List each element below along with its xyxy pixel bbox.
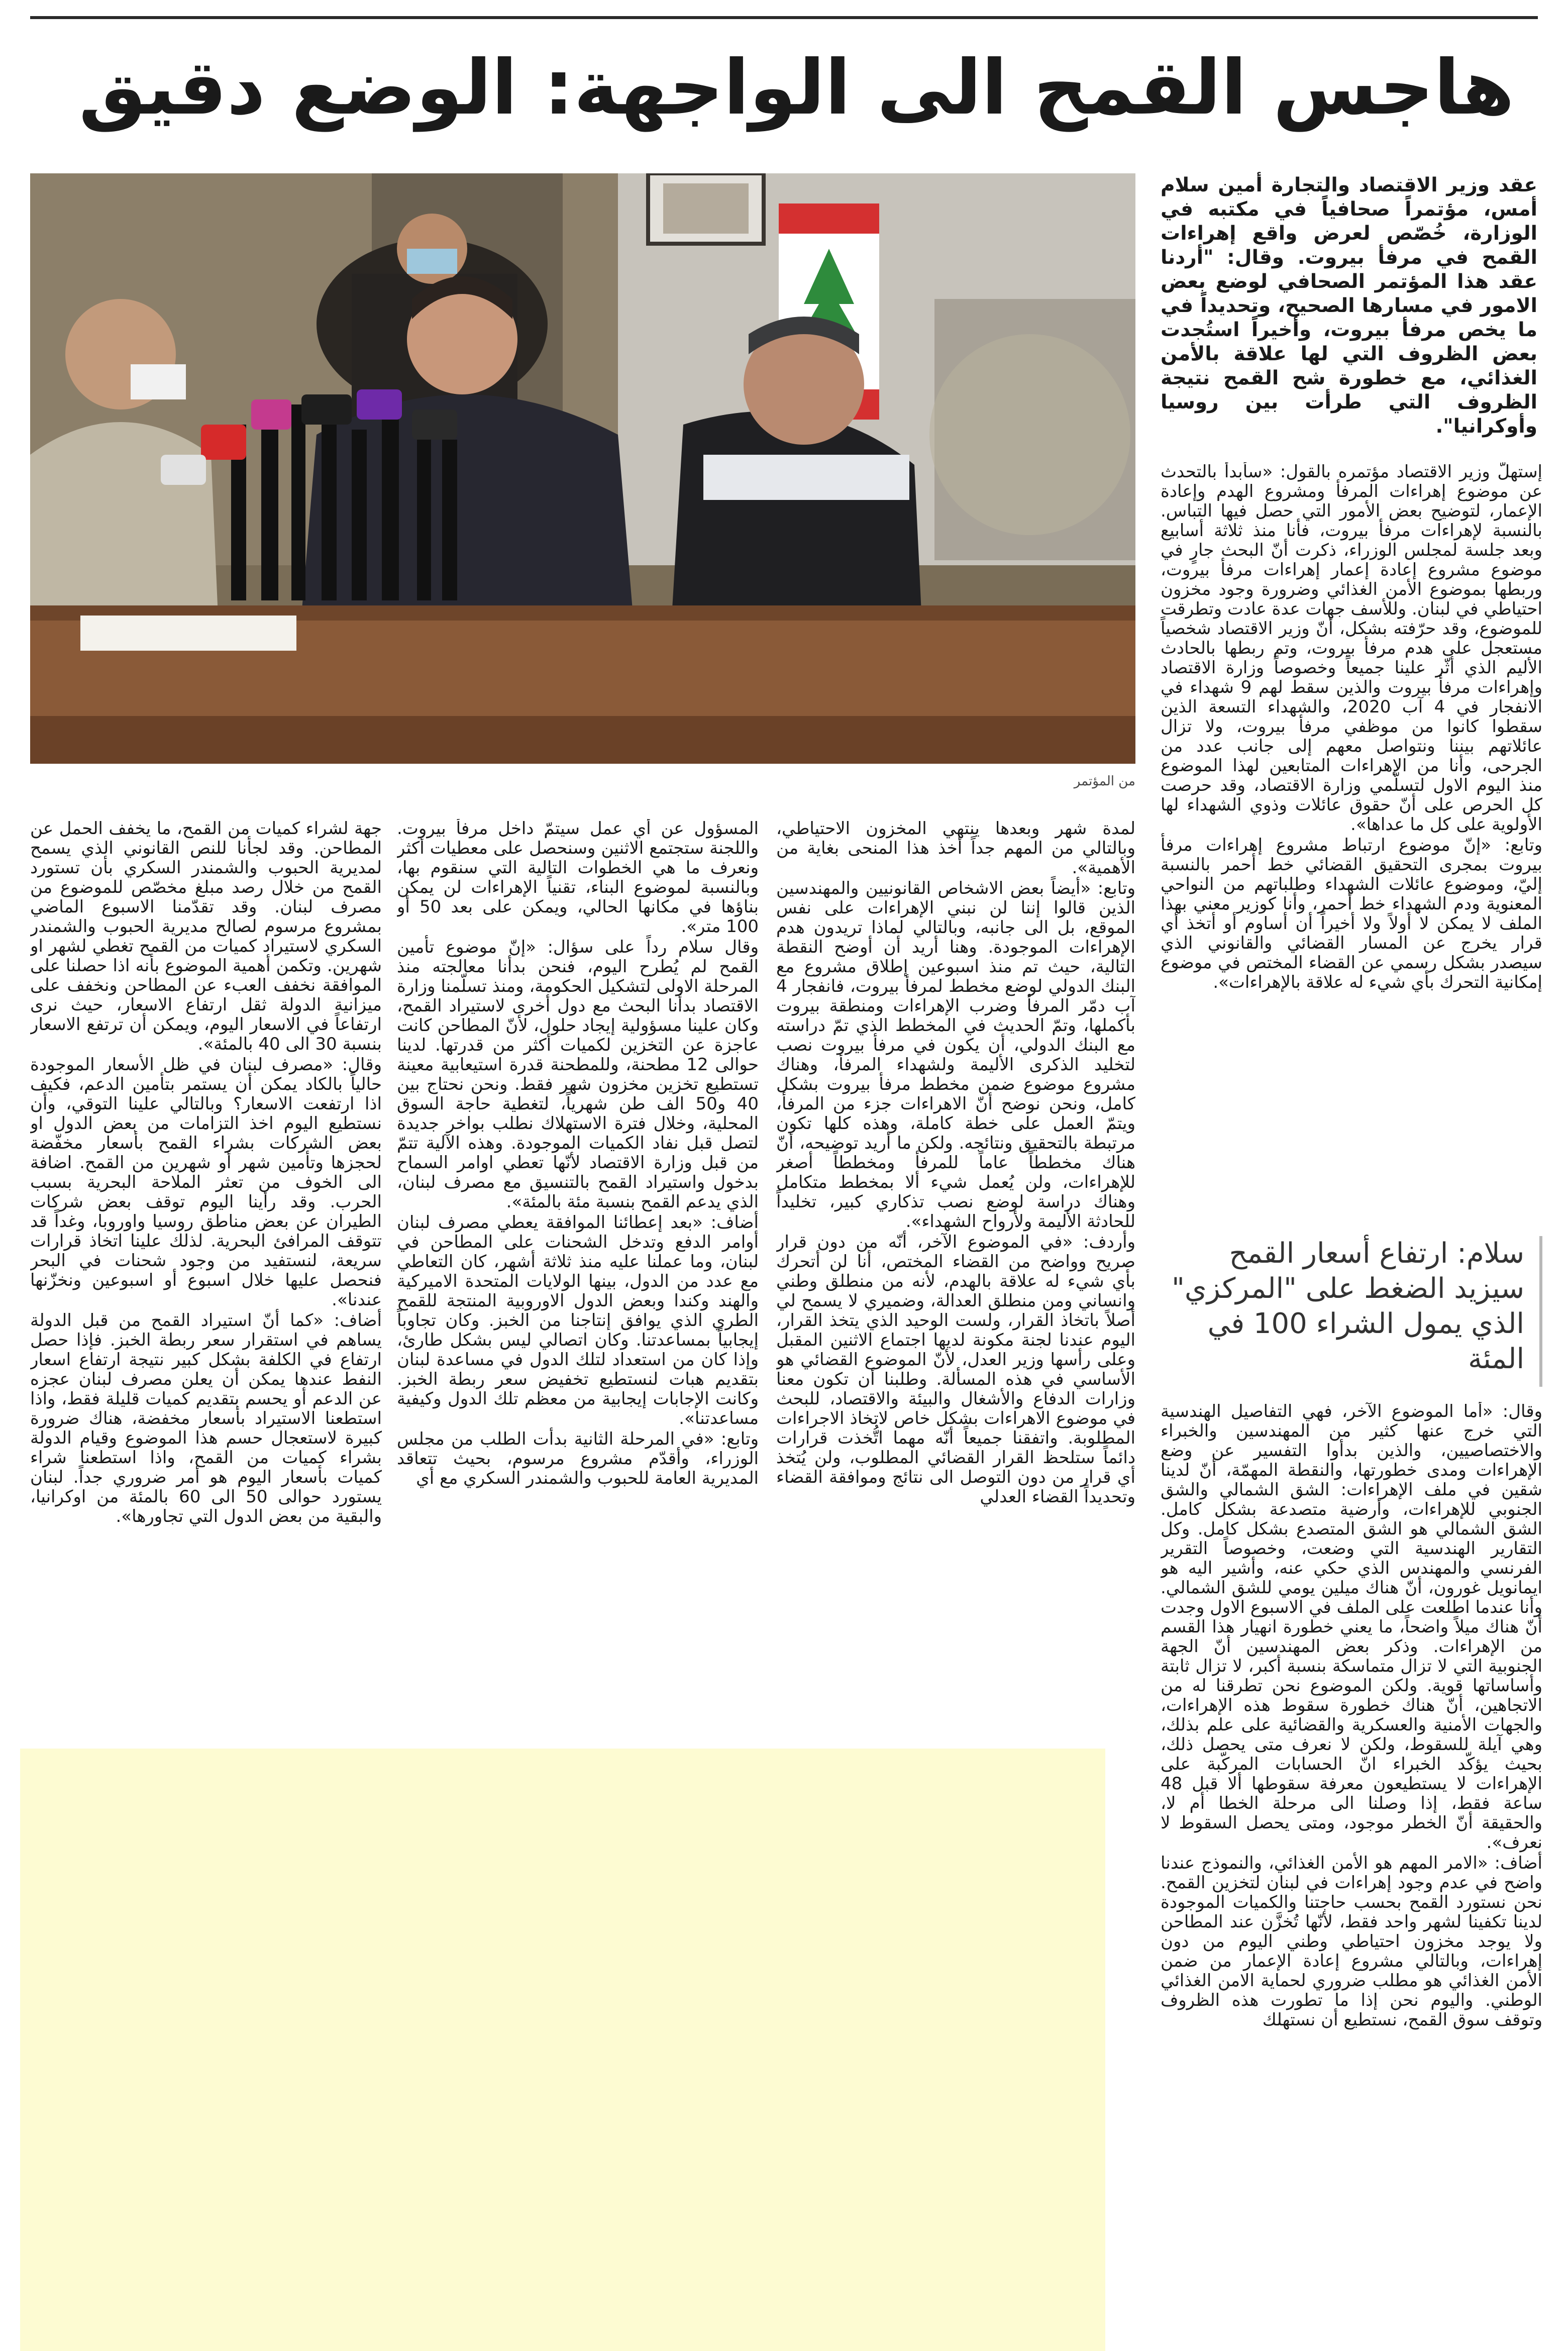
- column-right-top: [1161, 462, 1542, 1239]
- paragraph: وتابع: «إنّ موضوع ارتباط مشروع إهراءات مرفأ بيروت بمجرى التحقيق القضائي خط أحمر بالنسبة إليّ، وموضوع عائلات الشهداء وطلباتهم من النواحي المعنوية ودم الشهداء خط أحمر، وأنا كوزير معني بهذا الملف لا يمكن لا أولاً ولا أخيراً أن أساوم أو أتخذ أي قرار يخرج عن المسار القضائي والقانوني الذي سيصدر بشكل رسمي عن القضاء المختص في موضوع إمكانية التحرك بأي شيء له علاقة بالإهراءات».: [1161, 835, 1542, 992]
- paragraph: وأردف: «في الموضوع الآخر، أنّه من دون قرار صريح وواضح من القضاء المختص، أنا لن أتحرك بأي شيء له علاقة بالهدم، لأنه من منطلق وطني وانساني ومن منطلق العدالة، وضميري لا يسمح لي أصلاً باتخاذ القرار، ولست الوحيد الذي يتخذ القرار، اليوم عندنا لجنة مكونة لديها اجتماع الاثنين المقبل وعلى رأسها وزير العدل، لأنّ الموضوع القضائي هو الأساسي في هذه المسألة. وطلبنا أن تكون معنا وزارات الدفاع والأشغال والبيئة والاقتصاد، للبحث في موضوع الاهراءات بشكل خاص لاتخاذ الاجراءات المطلوبة. واتفقنا جميعاً أنّه مهما اتُّخذت قرارات دائماً ستلحظ القرار القضائي المطلوب، ولن يُتخذ أي قرار من دون التوصل الى نتائج وموافقة القضاء وتحديداً القضاء العدلي: [776, 1232, 1135, 1507]
- paragraph: المسؤول عن أي عمل سيتمّ داخل مرفأ بيروت. واللجنة ستجتمع الاثنين وسنحصل على معطيات أكثر ونعرف ما هي الخطوات التالية التي سنقوم بها، وبالنسبة لموضوع البناء، تقنياً الإهراءات لن يمكن بناؤها في مكانها الحالي، ويمكن على بعد 50 أو 100 متر».: [397, 819, 759, 937]
- article-lead: عقد وزير الاقتصاد والتجارة أمين سلام أمس، مؤتمراً صحافياً في مكتبه في الوزارة، خُصّص لعرض واقع إهراءات القمح في مرفأ بيروت. وقال: "أردنا عقد هذا المؤتمر الصحافي لوضع بعض الامور في مسارها الصحيح، وتحديداً في ما يخص مرفأ بيروت، وأخيراً استُجدت بعض الظروف التي لها علاقة بالأمن الغذائي، مع خطورة شح القمح نتيجة الظروف التي طرأت بين روسيا وأوكرانيا".: [1161, 174, 1537, 438]
- paragraph: وقال: «مصرف لبنان في ظل الأسعار الموجودة حالياً بالكاد يمكن أن يستمر بتأمين الدعم، فكيف اذا ارتفعت الاسعار؟ وبالتالي علينا التوقي، وأن نستطيع اليوم اخذ التزامات من بعض الدول او بعض الشركات بشراء القمح بأسعار مخفّضة لحجزها وتأمين شهر أو شهرين من القمح. اضافة الى الخوف من تعثر الملاحة البحرية بسبب الحرب. وقد رأينا اليوم توقف بعض شركات الطيران عن بعض مناطق روسيا واوروبا، وغداً قد تتوقف المرافئ البحرية. لذلك علينا اتخاذ قرارات سريعة، لنستفيد من وجود شحنات في البحر فنحصل عليها خلال اسبوع أو اسبوعين ونخزّنها عندنا».: [30, 1055, 382, 1310]
- paragraph: وقال سلام رداً على سؤال: «إنّ موضوع تأمين القمح لم يُطرح اليوم، فنحن بدأنا معالجته منذ المرحلة الاولى لتشكيل الحكومة، ومنذ تسلّمنا وزارة الاقتصاد بدأنا البحث مع دول أخرى لاستيراد القمح، وكان علينا مسؤولية إيجاد حلول، لأنّ المطاحن كانت عاجزة عن التخزين لكميات أكثر من قدرتها. لدينا حوالى 12 مطحنة، وللمطحنة قدرة استيعابية معينة تستطيع تخزين مخزون شهر فقط. ونحن نحتاج بين 40 و50 الف طن شهرياً، لتغطية حاجة السوق المحلية، وخلال فترة الاستهلاك نطلب بواخر جديدة لتصل قبل نفاد الكميات الموجودة. وهذه الآلية تتمّ من قبل وزارة الاقتصاد لأنّها تعطي اوامر السماح بدخول واستيراد القمح بالتنسيق مع مصرف لبنان، الذي يدعم القمح بنسبة مئة بالمئة».: [397, 937, 759, 1212]
- photo-caption: من المؤتمر: [1074, 774, 1135, 789]
- top-rule: [30, 16, 1538, 19]
- paragraph: وتابع: «في المرحلة الثانية بدأت الطلب من مجلس الوزراء، وأقدّم مشروع مرسوم، بحيث تتعاقد المديرية العامة للحبوب والشمندر السكري مع أي: [397, 1429, 759, 1488]
- column-4: [30, 819, 382, 1744]
- paragraph: جهة لشراء كميات من القمح، ما يخفف الحمل عن المطاحن. وقد لجأنا للنص القانوني الذي يسمح لمديرية الحبوب والشمندر السكري بأن تستورد القمح من خلال رصد مبلغ مخصّص للموضوع من مصرف لبنان. وقد تقدّمنا الاسبوع الماضي بمشروع مرسوم لصالح مديرية الحبوب والشمندر السكري لاستيراد كميات من القمح تغطي لشهر او شهرين. وتكمن أهمية الموضوع بأنه اذا حصلنا على الموافقة نخفف العبء عن المطاحن ونخفف على ميزانية الدولة ثقل ارتفاع الاسعار، حيث نرى ارتفاعاً في الاسعار اليوم، ويمكن أن ترتفع الاسعار بنسبة 30 الى 40 بالمئة».: [30, 819, 382, 1054]
- headline: هاجس القمح الى الواجهة: الوضع دقيق: [78, 44, 1515, 132]
- column-2: [776, 819, 1135, 1744]
- paragraph: أضاف: «الامر المهم هو الأمن الغذائي، والنموذج عندنا واضح في عدم وجود إهراءات في لبنان لتخزين القمح. نحن نستورد القمح بحسب حاجتنا والكميات الموجودة لدينا تكفينا لشهر واحد فقط، لأنّها تُخزَّن عند المطاحن ولا يوجد مخزون احتياطي وطني اليوم من دون إهراءات، وبالتالي مشروع إعادة الإعمار من ضمن الأمن الغذائي هو مطلب ضروري لحماية الامن الغذائي الوطني. واليوم نحن إذا ما تطورت هذه الظروف وتوقف سوق القمح، نستطيع أن نستهلك: [1161, 1853, 1542, 2030]
- press-conference-photo: [30, 173, 1135, 764]
- paragraph: وتابع: «أيضاً بعض الاشخاص القانونيين والمهندسين الذين قالوا إننا لن نبني الإهراءات على نفس الموقع، بل الى جانبه، وبالتالي لماذا تريدون هدم الإهراءات الموجودة. وهنا أريد أن أوضح النقطة التالية، حيث تم منذ اسبوعين إطلاق مشروع مع البنك الدولي لوضع مخطط لمرفأ بيروت، فانفجار 4 آب دمّر المرفأ وضرب الإهراءات ومنطقة بيروت بأكملها، وتمّ الحديث في المخطط الذي تمّ دراسته مع البنك الدولي، أن يكون في مرفأ بيروت نصب لتخليد الذكرى الأليمة ولشهداء المرفأ، وهناك مشروع موضوع ضمن مخطط مرفأ بيروت بشكل كامل، ونحن نوضح أنّ الاهراءات جزء من المرفأ، ويتمّ العمل على خطة كاملة، وهذه كلها تكون مرتبطة بالتحقيق ونتائجه. ولكن ما أريد توضيحه، أنّ هناك مخططاً عاماً للمرفأ ومخططاً أصغر للإهراءات، ولن يُعمل شيء ألا بمخطط متكامل وهناك دراسة لوضع نصب تذكاري كبير، تخليداً للحادثة الأليمة ولأرواح الشهداء».: [776, 878, 1135, 1232]
- paragraph: أضاف: «بعد إعطائنا الموافقة يعطي مصرف لبنان أوامر الدفع وتدخل الشحنات على المطاحن في لبنان، وما عملنا عليه منذ ثلاثة أشهر، كان التعاطي مع عدد من الدول، بينها الولايات المتحدة الاميركية والهند وكندا وبعض الدول الاوروبية المنتجة للقمح الطري الذي يوافق إنتاجنا من الخبز. وكان تجاوباً إيجابياً بمساعدتنا. وكان اتصالي ليس بشكل طارئ، وإذا كان من استعداد لتلك الدول في مساعدة لبنان بتقديم هبات لنستطيع تخفيض سعر ربطة الخبز. وكانت الإجابات إيجابية من معظم تلك الدول وكيفية مساعدتنا».: [397, 1212, 759, 1428]
- paragraph: إستهلّ وزير الاقتصاد مؤتمره بالقول: «سأبدأ بالتحدث عن موضوع إهراءات المرفأ ومشروع الهدم وإعادة الإعمار، لتوضيح بعض الأمور التي حصل فيها التباس. بالنسبة لإهراءات مرفأ بيروت، فأنا منذ ثلاثة أسابيع وبعد جلسة لمجلس الوزراء، ذكرت أنّ البحث جارٍ في موضوع مشروع إعادة إعمار إهراءات مرفأ بيروت، وربطها بموضوع الأمن الغذائي وضرورة وجود مخزون احتياطي في لبنان. وللأسف جهات عدة عادت وتطرقت للموضوع، وقد حرّفته بشكل، أنّ وزير الاقتصاد شخصياً مستعجل على هدم مرفأ بيروت، وتم ربطها بالحادث الأليم الذي أثّر علينا جميعاً وخصوصاً وزارة الاقتصاد وإهراءات مرفأ بيروت والذين سقط لهم 9 شهداء في الانفجار في 4 آب 2020، والشهداء التسعة الذين سقطوا كانوا من موظفي مرفأ بيروت، ولا تزال عائلاتهم بيننا ونتواصل معهم إلى جانب عدد من الجرحى، وأنا من الإهراءات المتابعين لهذا الموضوع منذ اليوم الاول لتسلّمي وزارة الاقتصاد، وقد حرصت كل الحرص على أنّ حقوق عائلات وذوي الشهداء لها الأولوية على كل ما عداها».: [1161, 462, 1542, 835]
- pull-quote: سلام: ارتفاع أسعار القمح سيزيد الضغط على "المركزي" الذي يمول الشراء 100 في المئة: [1161, 1236, 1542, 1387]
- paragraph: أضاف: «كما أنّ استيراد القمح من قبل الدولة يساهم في استقرار سعر ربطة الخبز. فإذا حصل ارتفاع في الكلفة بشكل كبير نتيجة ارتفاع اسعار النفط عندها يمكن أن يعلن مصرف لبنان عجزه عن الدعم أو يحسم بتقديم كميات قليلة فقط، واذا استطعنا الاستيراد بأسعار مخفضة، هناك ضرورة كبيرة لاستعجال حسم هذا الموضوع وقيام الدولة بشراء كميات من القمح، واذا استطعنا شراء كميات بأسعار اليوم هو أمر ضروري جداً. لبنان يستورد حوالى 50 الى 60 بالمئة من اوكرانيا، والبقية من بعض الدول التي تجاورها».: [30, 1310, 382, 1526]
- column-right-bottom: [1161, 1402, 1542, 2334]
- column-3: [397, 819, 759, 1744]
- paragraph: وقال: «أما الموضوع الآخر، فهي التفاصيل الهندسية التي خرج عنها كثير من المهندسين والخبراء والاختصاصيين، والذين بدأوا التفسير عن وضع الإهراءات ومدى خطورتها، والنقطة المهمّة، أنّ لدينا شقين في ملف الإهراءات: الشق الشمالي والشق الجنوبي للإهراءات، وأرضية متصدعة بشكل كامل. الشق الشمالي هو الشق المتصدع بشكل كامل. وكل التقارير الهندسية التي وضعت، وخصوصاً التقرير الفرنسي والمهندس الذي حكي عنه، وأشير اليه هو ايمانويل غورون، أنّ هناك ميلين يومي للشق الشمالي. وأنا عندما اطلعت على الملف في الاسبوع الاول وجدت أنّ هناك ميلاً واضحاً، ما يعني خطورة انهيار هذا القسم من الإهراءات. وذكر بعض المهندسين أنّ الجهة الجنوبية التي لا تزال متماسكة بنسبة أكبر، لا تزال ثابتة وأساساتها قوية. ولكن الموضوع نحن تطرقنا له من الاتجاهين، أنّ هناك خطورة سقوط هذه الإهراءات، والجهات الأمنية والعسكرية والقضائية على علم بذلك، وهي آيلة للسقوط، ولكن لا نعرف متى يحصل ذلك، بحيث يؤكّد الخبراء انّ الحسابات المركّبة على الإهراءات لا يستطيعون معرفة سقوطها ألا قبل 48 ساعة فقط، إذا وصلنا الى مرحلة الخطا أم لا، والحقيقة أنّ الخطر موجود، ومتى يحصل السقوط لا نعرف».: [1161, 1402, 1542, 1853]
- paragraph: لمدة شهر وبعدها ينتهي المخزون الاحتياطي، وبالتالي من المهم جداً أخذ هذا المنحى بغاية من الأهمية».: [776, 819, 1135, 878]
- blank-ad-area: [20, 1749, 1105, 2351]
